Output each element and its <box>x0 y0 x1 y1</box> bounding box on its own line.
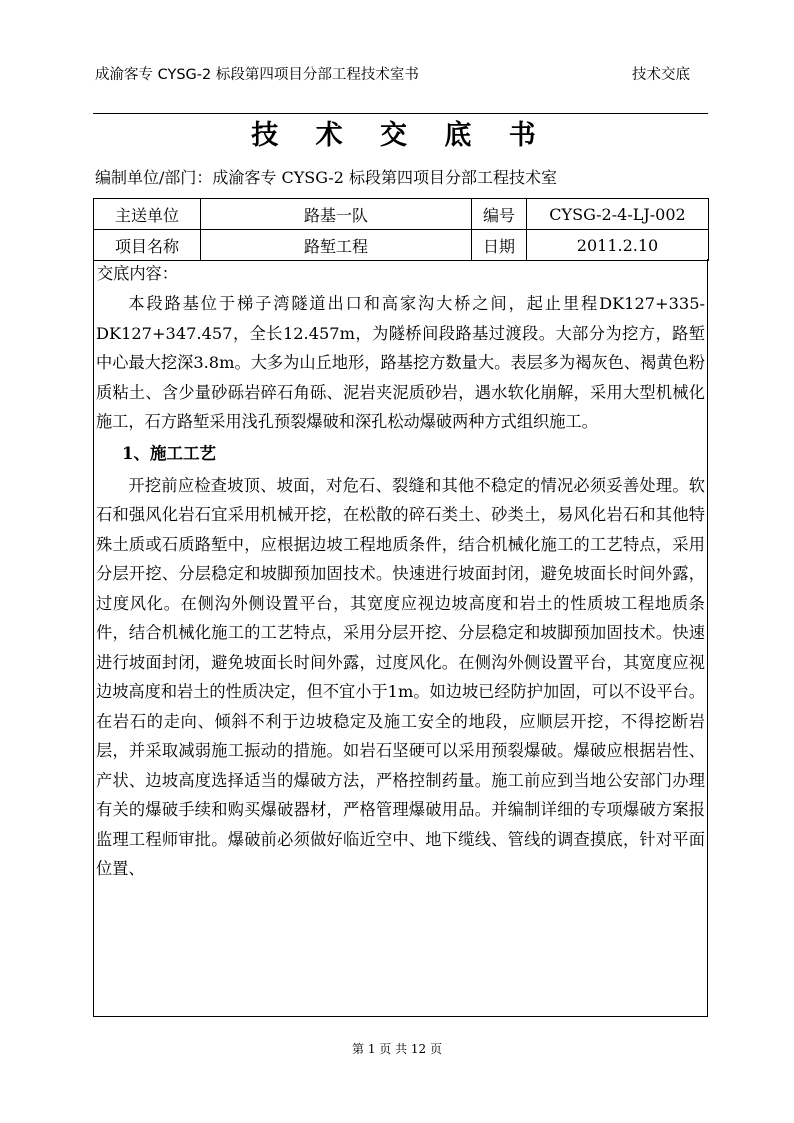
date-label: 日期 <box>472 230 527 261</box>
page-footer: 第 1 页 共 12 页 <box>352 1042 442 1056</box>
compiling-unit: 编制单位/部门：成渝客专 CYSG-2 标段第四项目分部工程技术室 <box>95 168 557 187</box>
info-row-recipient <box>94 199 709 230</box>
project-label: 项目名称 <box>94 230 201 261</box>
intro-paragraph: 本段路基位于梯子湾隧道出口和高家沟大桥之间，起止里程DK127+335-DK127+347.457，全长12.457m，为隧桥间段路基过渡段。大部分为挖方，路堑中心最大挖深3.8m。大多为山丘地形，路基挖方数量大。表层多为褐灰色、褐黄色粉质粘土、含少量砂砾岩碎石角砾、泥岩夹泥质砂岩，遇水软化崩解，采用大型机械化施工，石方路堑采用浅孔预裂爆破和深孔松动爆破两种方式组织施工。 <box>96 294 705 431</box>
header-right-text: 技术交底 <box>632 67 690 83</box>
project-value: 路堑工程 <box>201 230 472 261</box>
info-row-project <box>94 230 709 261</box>
header-rule <box>93 113 708 114</box>
content-label: 交底内容： <box>97 264 178 283</box>
number-label: 编号 <box>472 199 527 230</box>
info-table <box>93 198 709 261</box>
recipient-label: 主送单位 <box>94 199 201 230</box>
document-title: 技 术 交 底 书 <box>251 120 550 151</box>
header-left-text: 成渝客专 CYSG-2 标段第四项目分部工程技术室书 <box>95 67 419 83</box>
section-paragraph: 开挖前应检查坡顶、坡面，对危石、裂缝和其他不稳定的情况必须妥善处理。软石和强风化岩石宜采用机械开挖，在松散的碎石类土、砂类土，易风化岩石和其他特殊土质或石质路堑中，应根据边坡工程地质条件，结合机械化施工的工艺特点，采用分层开挖、分层稳定和坡脚预加固技术。快速进行坡面封闭，避免坡面长时间外露，过度风化。在侧沟外侧设置平台，其宽度应视边坡高度和岩土的性质坡工程地质条件，结合机械化施工的工艺特点，采用分层开挖、分层稳定和坡脚预加固技术。快速进行坡面封闭，避免坡面长时间外露，过度风化。在侧沟外侧设置平台，其宽度应视边坡高度和岩土的性质决定，但不宜小于1m。如边坡已经防护加固，可以不设平台。在岩石的走向、倾斜不利于边坡稳定及施工安全的地段，应顺层开挖，不得挖断岩层，并采取减弱施工振动的措施。如岩石坚硬可以采用预裂爆破。爆破应根据岩性、产状、边坡高度选择适当的爆破方法，严格控制药量。施工前应到当地公安部门办理有关的爆破手续和购买爆破器材，严格管理爆破用品。并编制详细的专项爆破方案报监理工程师审批。爆破前必须做好临近空中、地下缆线、管线的调查摸底，针对平面位置、 <box>96 475 705 878</box>
recipient-value: 路基一队 <box>201 199 472 230</box>
content-box <box>93 259 708 1017</box>
date-value: 2011.2.10 <box>527 230 709 261</box>
section-heading: 1、施工工艺 <box>122 443 216 463</box>
number-value: CYSG-2-4-LJ-002 <box>527 199 709 230</box>
